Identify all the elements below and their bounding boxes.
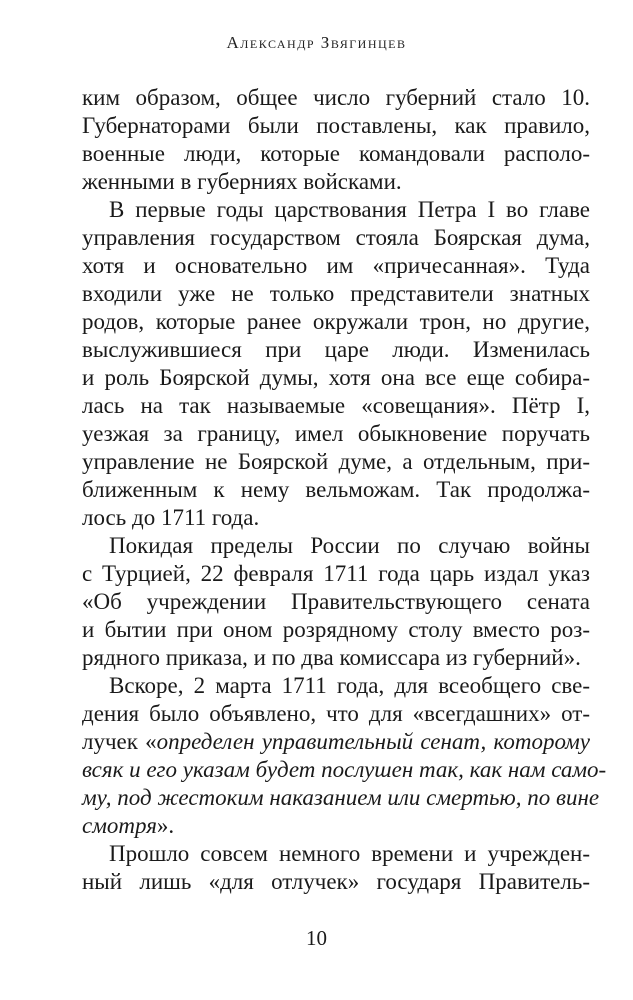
text-segment: «Об учреждении Правительствующего сената <box>82 589 590 614</box>
text-segment: Губернаторами были поставлены, как правило, <box>82 113 590 138</box>
text-segment: лучек « <box>82 729 157 754</box>
text-segment: управления государством стояла Боярская дума, <box>82 225 590 250</box>
text-line <box>82 840 590 868</box>
text-line <box>82 504 590 532</box>
text-line <box>82 644 590 672</box>
text-line <box>82 588 590 616</box>
text-segment: и бытии при оном розрядному столу вместо роз- <box>82 617 590 642</box>
text-segment: рядного приказа, и по два комиссара из губерний». <box>82 645 581 670</box>
text-segment: Прошло совсем немного времени и учрежден- <box>109 841 590 866</box>
text-segment: хотя и основательно им «причесанная». Туда <box>82 253 590 278</box>
text-segment: лась на так называемые «совещания». Пётр I, <box>82 393 590 418</box>
text-line <box>82 140 590 168</box>
text-line <box>82 84 590 112</box>
running-header-author: Александр Звягинцев <box>226 33 407 52</box>
text-line <box>82 392 590 420</box>
text-line <box>82 532 590 560</box>
text-segment: В первые годы царствования Петра I во главе <box>109 197 590 222</box>
text-segment: Вскоре, 2 марта 1711 года, для всеобщего све- <box>109 673 590 698</box>
text-line <box>82 196 590 224</box>
text-segment: и роль Боярской думы, хотя она все еще собира- <box>82 365 590 390</box>
text-line <box>82 364 590 392</box>
text-line <box>82 112 590 140</box>
text-line <box>82 560 590 588</box>
text-line <box>82 280 590 308</box>
text-segment: военные люди, которые командовали располо- <box>82 141 590 166</box>
text-line <box>82 476 590 504</box>
text-segment: ким образом, общее число губерний стало 10. <box>82 85 590 110</box>
text-line <box>82 168 590 196</box>
text-segment: дения было объявлено, что для «всегдашних» от- <box>82 701 590 726</box>
text-segment: родов, которые ранее окружали трон, но другие, <box>82 309 590 334</box>
text-segment: входили уже не только представители знатных <box>82 281 590 306</box>
text-line <box>82 672 590 700</box>
text-line <box>82 868 590 896</box>
italic-quote-text: му, под жестоким наказанием или смертью, по вине <box>82 785 600 810</box>
text-segment: выслужившиеся при царе люди. Изменилась <box>82 337 590 362</box>
body-text <box>82 84 607 896</box>
text-segment: лось до 1711 года. <box>82 505 260 530</box>
page-number: 10 <box>306 926 327 950</box>
text-line <box>82 812 590 840</box>
text-segment: Покидая пределы России по случаю войны <box>109 533 590 558</box>
text-line <box>82 728 590 756</box>
text-segment: ». <box>156 813 175 838</box>
text-line <box>82 756 607 784</box>
text-segment: ный лишь «для отлучек» государя Правитель- <box>82 869 590 894</box>
italic-quote-text: всяк и его указам будет послушен так, как нам само- <box>82 757 607 782</box>
text-line <box>82 308 590 336</box>
text-segment: уезжая за границу, имел обыкновение поручать <box>82 421 590 446</box>
text-line <box>82 252 590 280</box>
text-line <box>82 336 590 364</box>
text-line <box>82 700 590 728</box>
text-line <box>82 784 600 812</box>
text-line <box>82 616 590 644</box>
text-line <box>82 420 590 448</box>
text-segment: ближенным к нему вельможам. Так продолжа- <box>82 477 590 502</box>
italic-quote-text: определен управительный сенат, которому <box>156 729 590 754</box>
italic-quote-text: смотря <box>82 813 157 838</box>
text-segment: женными в губерниях войсками. <box>82 169 402 194</box>
text-segment: с Турцией, 22 февраля 1711 года царь издал указ <box>82 561 590 586</box>
text-segment: управление не Боярской думе, а отдельным, при- <box>82 449 590 474</box>
text-line <box>82 224 590 252</box>
text-line <box>82 448 590 476</box>
